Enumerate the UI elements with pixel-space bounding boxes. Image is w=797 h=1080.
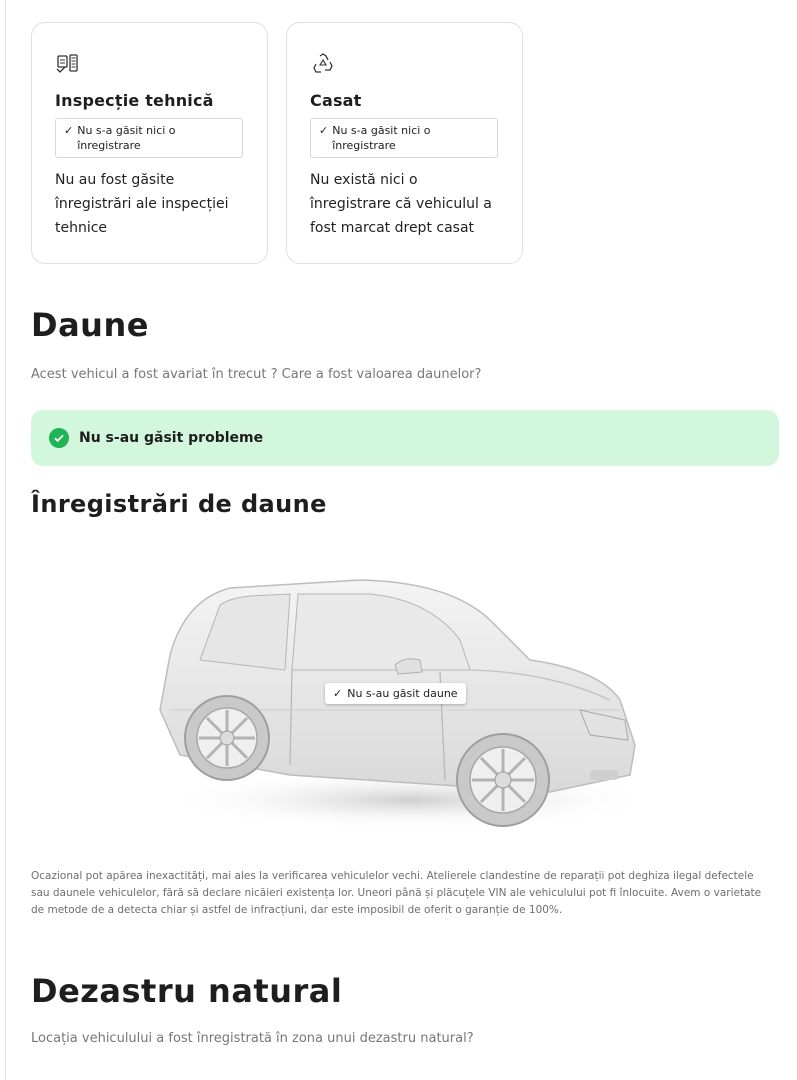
chip-label: Nu s-au găsit daune <box>347 687 458 700</box>
card-description: Nu au fost găsite înregistrări ale inspecției tehnice <box>55 172 229 236</box>
check-circle-icon <box>49 428 69 448</box>
banner-text: Nu s-au găsit probleme <box>79 430 264 446</box>
damage-subtitle: Acest vehicul a fost avariat în trecut ? Care a fost valoarea daunelor? <box>31 367 482 382</box>
damage-heading: Daune <box>31 306 149 344</box>
natural-disaster-subtitle: Locația vehiculului a fost înregistrată în zona unui dezastru natural? <box>31 1031 474 1046</box>
chip-label: Nu s-a găsit nici o înregistrare <box>77 124 176 152</box>
status-chip <box>310 118 498 158</box>
status-chip <box>55 118 243 158</box>
recycle-icon <box>310 51 336 77</box>
check-icon: ✓ <box>64 124 74 137</box>
damage-records-heading: Înregistrări de daune <box>31 490 327 518</box>
disclaimer-text: Ocazional pot apărea inexactități, mai ales la verificarea vehiculelor vechi. Atelierele clandestine de reparații pot deghiza ilegal defectele sau daunele vehiculelor, fără să declare nicăieri existența lor. Uneori până și plăcuțele VIN ale vehiculului pot fi înlocuite. Avem o varietate de metode de a detecta chiar și astfel de infracțiuni, dar este imposibil de oferit o garanție de 100%. <box>31 870 762 916</box>
document-check-icon <box>55 51 81 77</box>
card-title: Inspecție tehnică <box>55 91 214 110</box>
check-icon: ✓ <box>319 124 329 137</box>
scrapped-card <box>286 22 523 264</box>
check-icon: ✓ <box>333 687 343 700</box>
chip-label: Nu s-a găsit nici o înregistrare <box>332 124 431 152</box>
page-left-border <box>5 0 6 1080</box>
no-damage-chip <box>325 683 466 704</box>
natural-disaster-heading: Dezastru natural <box>31 972 343 1010</box>
card-description: Nu există nici o înregistrare că vehiculul a fost marcat drept casat <box>310 172 492 236</box>
no-problems-banner <box>31 410 779 466</box>
card-title: Casat <box>310 91 362 110</box>
inspection-card <box>31 22 268 264</box>
car-illustration <box>140 560 660 850</box>
